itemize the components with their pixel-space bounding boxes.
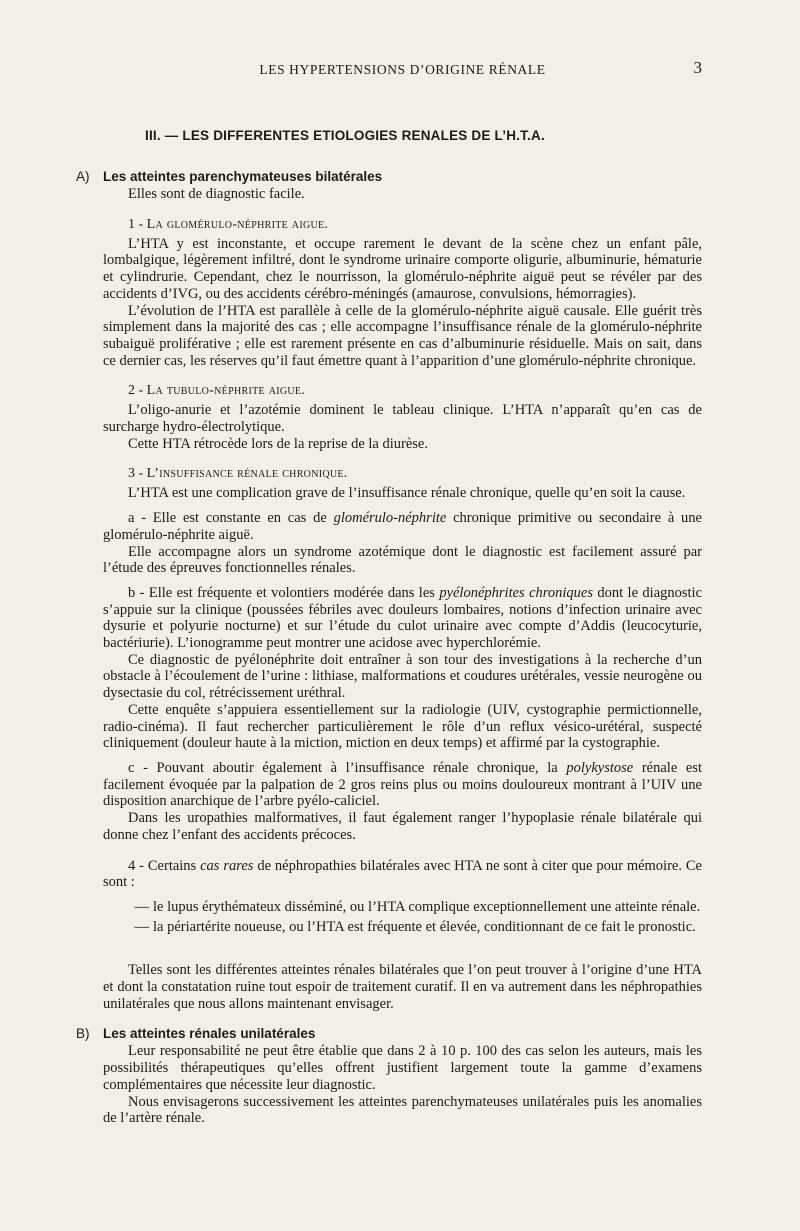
item-2-number: 2 - — [128, 383, 147, 399]
emphasis-cas-rares: cas rares — [200, 857, 254, 874]
part-b-letter: B) — [76, 1026, 90, 1042]
emphasis-pyelonephrites: pyélonéphrites chroniques — [439, 584, 593, 601]
part-b-paragraph-1: Leur responsabilité ne peut être établie que dans 2 à 10 p. 100 des cas selon les auteurs, mais les possibilités thérapeutiques qu’elles offrent justifient largement toute la gamme d’examens complémentaires que nécessite leur diagnostic. — [103, 1043, 702, 1093]
part-b-paragraph-2: Nous envisagerons successivement les atteintes parenchymateuses unilatérales puis les anomalies de l’artère rénale. — [103, 1093, 702, 1127]
section-title: III. — LES DIFFERENTES ETIOLOGIES RENALES DE L’H.T.A. — [145, 128, 545, 143]
item-3-point-b-2: Ce diagnostic de pyélonéphrite doit entraîner à son tour des investigations à la recherche d’un obstacle à l’écoulement de l’urine : lithiase, malformations et coudures urétérales, vessie neurogène ou dysectasie du col, rétrécissement uréthral. — [103, 651, 702, 702]
part-b-heading — [76, 1026, 702, 1041]
emphasis-glomerulo: glomérulo-néphrite — [333, 510, 447, 527]
rare-cases-list — [103, 899, 702, 935]
item-2-title: La tubulo-néphrite aigue. — [146, 383, 306, 399]
item-3-point-a-2: Elle accompagne alors un syndrome azotémique dont le diagnostic est facilement assuré par l’étude des épreuves fonctionnelles rénales. — [103, 543, 702, 577]
item-3-point-c-2: Dans les uropathies malformatives, il faut également ranger l’hypoplasie rénale bilatérale qui donne chez l’enfant des accidents précoces. — [103, 810, 702, 843]
item-3-title: L’insuffisance rénale chronique. — [146, 466, 348, 482]
list-item: — la périartérite noueuse, ou l’HTA est fréquente et élevée, conditionnant de ce fait le pronostic. — [103, 919, 702, 936]
item-3-point-a: a - Elle est constante en cas de glomérulo-néphrite chronique primitive ou secondaire à une glomérulo-néphrite aiguë. — [103, 510, 702, 543]
item-2-paragraph-1: L’oligo-anurie et l’azotémie dominent le tableau clinique. L’HTA n’apparaît qu’en cas de surcharge hydro-électrolytique. — [103, 402, 702, 436]
dash-bullet: — — [134, 918, 149, 935]
running-header — [103, 58, 702, 84]
item-1-paragraph-2: L’évolution de l’HTA est parallèle à celle de la glomérulo-néphrite aiguë causale. Elle guérit très simplement dans la majorité des cas ; elle accompagne l’insuffisance rénale de la glomérulo-néphrite subaiguë proliférative ; elle est rarement présente en cas d’albuminurie résiduelle. Mais on sait, dans ce dernier cas, les réserves qu’il faut émettre quant à l’apparition d’une glomérulo-néphrite chronique. — [103, 302, 702, 369]
part-a-letter: A) — [76, 169, 90, 184]
dash-bullet: — — [134, 898, 149, 915]
part-a-title: Les atteintes parenchymateuses bilatérales — [103, 169, 383, 184]
item-3-point-b-3: Cette enquête s’appuiera essentiellement sur la radiologie (UIV, cystographie permictionnelle, radio-cinéma). Il faut rechercher particulièrement le rôle d’un reflux vésico-urétéral, suspecté cliniquement (douleur haute à la miction, miction en deux temps) et affirmé par la cystographie. — [103, 701, 702, 752]
item-1-heading — [103, 217, 702, 233]
item-2-paragraph-2: Cette HTA rétrocède lors de la reprise de la diurèse. — [128, 435, 428, 452]
item-1-number: 1 - — [128, 216, 147, 232]
item-3-heading — [103, 466, 702, 482]
item-4-paragraph: 4 - Certains cas rares de néphropathies bilatérales avec HTA ne sont à citer que pour mémoire. Ce sont : — [103, 857, 702, 891]
part-a-intro: Elles sont de diagnostic facile. — [128, 186, 305, 202]
page-number: 3 — [693, 58, 702, 77]
item-3-number: 3 - — [128, 466, 147, 482]
item-2-heading — [103, 383, 702, 399]
item-1-title: La glomérulo-néphrite aigue. — [146, 216, 329, 232]
running-title: LES HYPERTENSIONS D’ORIGINE RÉNALE — [259, 62, 546, 77]
part-a-heading — [76, 169, 702, 184]
item-3-point-b: b - Elle est fréquente et volontiers modérée dans les pyélonéphrites chroniques dont le diagnostic s’appuie sur la clinique (poussées fébriles avec douleurs lombaires, notions d’infection urinaire avec dysurie et polyurie nocturne) et sur l’étude du culot urinaire avec compte d’Addis (leucocyturie, bactériurie). L’ionogramme peut montrer une acidose avec hyperchlorémie. — [103, 584, 703, 652]
item-3-paragraph-1: L’HTA est une complication grave de l’insuffisance rénale chronique, quelle qu’en soit la cause. — [128, 485, 686, 502]
item-1-paragraph-1: L’HTA y est inconstante, et occupe rarement le devant de la scène chez un enfant pâle, lombalgique, légèrement infiltré, dont le syndrome urinaire comporte oligurie, albuminurie, hématurie et cylindrurie. Cependant, chez le nourrisson, la glomérulo-néphrite aiguë peut se révéler par des accidents d’IVG, ou des accidents cérébro-méningés (amaurose, convulsions, hémorragies). — [103, 235, 702, 302]
emphasis-polykystose: polykystose — [566, 759, 634, 776]
list-item: — le lupus érythémateux disséminé, ou l’HTA complique exceptionnellement une atteinte rénale. — [103, 899, 702, 916]
item-3-point-c: c - Pouvant aboutir également à l’insuffisance rénale chronique, la polykystose rénale est facilement évoquée par la palpation de 2 gros reins plus ou moins douloureux montrant à l’UIV une disposition anarchique de l’arbre pyélo-caliciel. — [103, 759, 702, 810]
part-a-conclusion: Telles sont les différentes atteintes rénales bilatérales que l’on peut trouver à l’origine d’une HTA et dont la constatation ruine tout espoir de traitement curatif. Il en va autrement dans les néphropathies unilatérales que nous allons maintenant envisager. — [103, 962, 702, 1012]
part-b-title: Les atteintes rénales unilatérales — [103, 1026, 316, 1042]
